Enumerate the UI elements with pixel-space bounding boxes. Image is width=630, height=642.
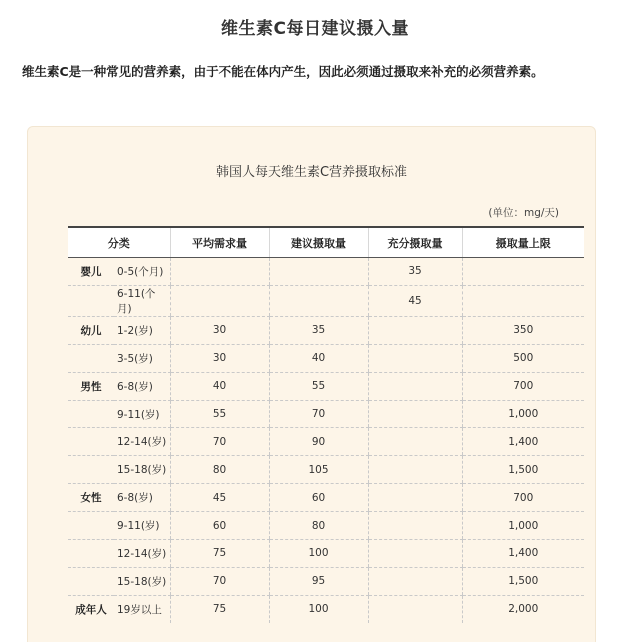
cell-avg: 80 [170, 456, 269, 484]
unit-label: (单位：mg/天) [488, 207, 559, 219]
cell-avg [170, 258, 269, 286]
header-category: 分类 [68, 227, 170, 258]
table-row [68, 428, 584, 456]
cell-upper: 1,400 [462, 540, 584, 568]
cell-upper: 1,500 [462, 456, 584, 484]
table-row [68, 285, 584, 316]
cell-upper: 1,000 [462, 512, 584, 540]
cell-recommended: 35 [269, 316, 368, 344]
cell-upper: 1,000 [462, 400, 584, 428]
cell-upper: 700 [462, 372, 584, 400]
cell-age: 6-8(岁) [114, 372, 170, 400]
table-row [68, 372, 584, 400]
table-row [68, 567, 584, 595]
cell-group [68, 400, 114, 428]
cell-group: 男性 [68, 372, 114, 400]
cell-avg: 30 [170, 316, 269, 344]
cell-adequate [368, 400, 462, 428]
cell-avg: 75 [170, 595, 269, 622]
cell-recommended: 70 [269, 400, 368, 428]
table-row [68, 258, 584, 286]
table-row [68, 344, 584, 372]
cell-recommended [269, 285, 368, 316]
cell-recommended: 90 [269, 428, 368, 456]
cell-group: 婴儿 [68, 258, 114, 286]
cell-group [68, 512, 114, 540]
table-header-row [68, 227, 584, 258]
cell-adequate [368, 344, 462, 372]
cell-age: 15-18(岁) [114, 456, 170, 484]
header-upper: 摄取量上限 [462, 227, 584, 258]
cell-recommended: 100 [269, 540, 368, 568]
cell-age: 9-11(岁) [114, 400, 170, 428]
header-avg: 平均需求量 [170, 227, 269, 258]
cell-upper: 700 [462, 484, 584, 512]
cell-recommended: 40 [269, 344, 368, 372]
cell-adequate: 35 [368, 258, 462, 286]
cell-group [68, 456, 114, 484]
cell-adequate [368, 595, 462, 622]
cell-age: 15-18(岁) [114, 567, 170, 595]
cell-avg: 70 [170, 428, 269, 456]
cell-adequate [368, 512, 462, 540]
cell-age: 6-8(岁) [114, 484, 170, 512]
cell-recommended: 100 [269, 595, 368, 622]
cell-avg [170, 285, 269, 316]
cell-upper: 500 [462, 344, 584, 372]
cell-recommended [269, 258, 368, 286]
cell-age: 6-11(个月) [114, 285, 170, 316]
cell-age: 3-5(岁) [114, 344, 170, 372]
cell-adequate [368, 484, 462, 512]
intro-text: 维生素C是一种常见的营养素，由于不能在体内产生，因此必须通过摄取来补充的必须营养素。 [22, 64, 544, 79]
cell-age: 12-14(岁) [114, 428, 170, 456]
cell-avg: 70 [170, 567, 269, 595]
cell-avg: 55 [170, 400, 269, 428]
cell-adequate [368, 316, 462, 344]
cell-age: 12-14(岁) [114, 540, 170, 568]
cell-avg: 40 [170, 372, 269, 400]
header-adequate: 充分摄取量 [368, 227, 462, 258]
cell-adequate [368, 540, 462, 568]
table-row [68, 400, 584, 428]
cell-upper: 1,500 [462, 567, 584, 595]
cell-upper [462, 258, 584, 286]
cell-age: 9-11(岁) [114, 512, 170, 540]
cell-avg: 75 [170, 540, 269, 568]
cell-group: 成年人 [75, 603, 107, 616]
page-title: 维生素C每日建议摄入量 [221, 19, 409, 39]
table-row [68, 595, 584, 622]
cell-recommended: 105 [269, 456, 368, 484]
cell-adequate [368, 372, 462, 400]
table-row [68, 316, 584, 344]
cell-age: 0-5(个月) [114, 258, 170, 286]
cell-recommended: 95 [269, 567, 368, 595]
cell-avg: 45 [170, 484, 269, 512]
cell-adequate [368, 428, 462, 456]
standard-card [27, 126, 596, 642]
card-title: 韩国人每天维生素C营养摄取标准 [215, 165, 408, 180]
cell-upper: 350 [462, 316, 584, 344]
cell-upper: 2,000 [462, 595, 584, 622]
cell-adequate: 45 [368, 285, 462, 316]
cell-age: 19岁以上 [117, 603, 162, 616]
cell-avg: 60 [170, 512, 269, 540]
table-row [68, 484, 584, 512]
cell-group: 幼儿 [68, 316, 114, 344]
cell-avg: 30 [170, 344, 269, 372]
cell-recommended: 80 [269, 512, 368, 540]
cell-group [68, 540, 114, 568]
cell-group [68, 428, 114, 456]
cell-group [68, 344, 114, 372]
table-row [68, 512, 584, 540]
cell-group: 女性 [68, 484, 114, 512]
table-row [68, 456, 584, 484]
table-row [68, 540, 584, 568]
cell-recommended: 55 [269, 372, 368, 400]
cell-age: 1-2(岁) [114, 316, 170, 344]
cell-adequate [368, 456, 462, 484]
cell-upper: 1,400 [462, 428, 584, 456]
cell-group [68, 567, 114, 595]
cell-group [68, 285, 114, 316]
header-recommended: 建议摄取量 [269, 227, 368, 258]
vitamin-c-standard-table [68, 226, 584, 623]
cell-adequate [368, 567, 462, 595]
cell-recommended: 60 [269, 484, 368, 512]
cell-upper [462, 285, 584, 316]
